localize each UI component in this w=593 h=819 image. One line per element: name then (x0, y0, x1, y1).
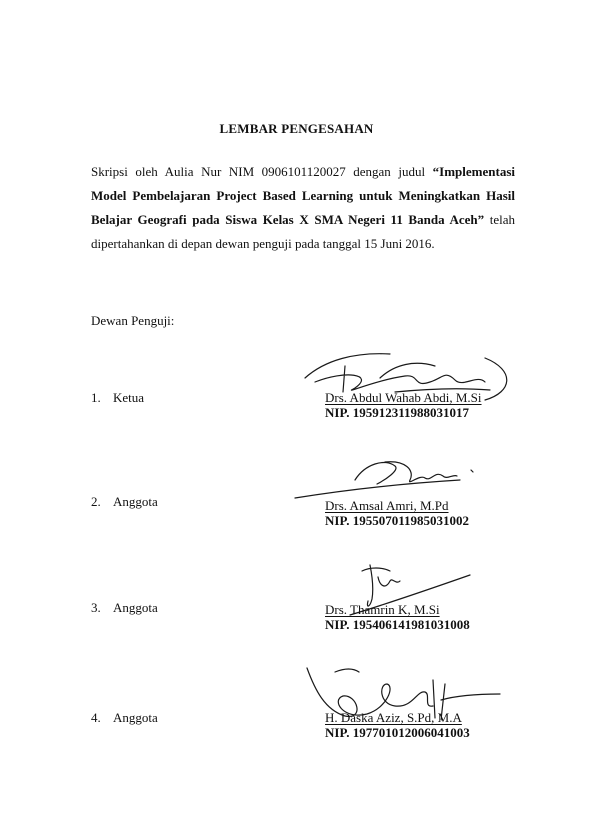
examiner-role: Anggota (113, 494, 158, 509)
thesis-title: “Implementasi Model Pembelajaran Project Based Learning untuk Meningkatkan Hasil Belajar Geografi pada Siswa Kelas X SMA Negeri 11 Banda Aceh” (91, 164, 515, 227)
examiner-signature-block (325, 498, 469, 528)
examiner-number: 3. (91, 600, 101, 615)
examiner-role: Anggota (113, 600, 158, 615)
examiner-role: Anggota (113, 710, 158, 725)
document-title: LEMBAR PENGESAHAN (219, 121, 374, 136)
examiner-nip: NIP. 197701012006041003 (325, 725, 470, 740)
examiner-name: Drs. Abdul Wahab Abdi, M.Si (325, 390, 482, 405)
examiner-role: Ketua (113, 390, 145, 405)
examiner-nip: NIP. 195406141981031008 (325, 617, 470, 632)
paragraph-outro: telah dipertahankan di depan dewan penguji pada tanggal 15 Juni 2016. (91, 212, 515, 251)
examiner-nip: NIP. 195912311988031017 (325, 405, 469, 420)
examiner-number: 4. (91, 710, 101, 725)
examiner-number: 2. (91, 494, 101, 509)
examiner-signature-block (325, 710, 470, 740)
examiner-signature-block (325, 602, 470, 632)
examiner-signature-block (325, 390, 482, 420)
paragraph-intro: Skripsi oleh Aulia Nur NIM 0906101120027 dengan judul (91, 164, 433, 179)
examiner-name: Drs. Amsal Amri, M.Pd (325, 498, 449, 513)
approval-paragraph (91, 160, 515, 256)
examiner-name: H. Daska Aziz, S.Pd, M.A (325, 710, 462, 725)
examiner-number: 1. (91, 390, 101, 405)
examiner-nip: NIP. 195507011985031002 (325, 513, 469, 528)
committee-label: Dewan Penguji: (91, 313, 175, 328)
examiner-name: Drs. Thamrin K, M.Si (325, 602, 440, 617)
